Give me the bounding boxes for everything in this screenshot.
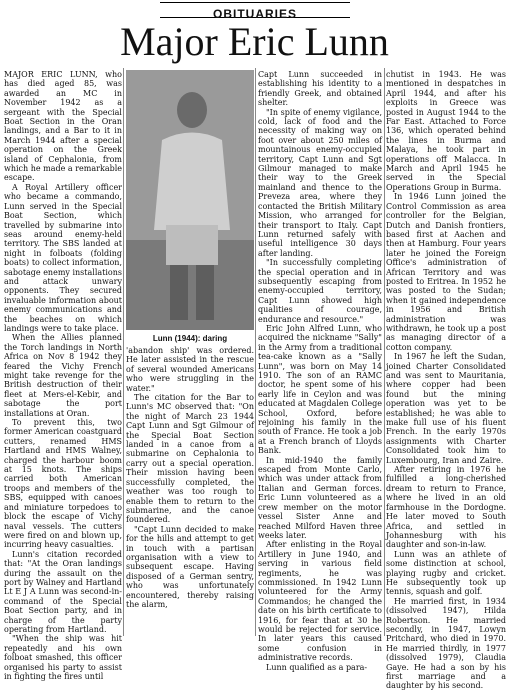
paragraph: He married first, in 1934 (dissolved 1947), Hilda Robertson. He married secondly, in 1947, Lowyn Pritchard, who died in 1970. He married thirdly, in 1977 (dissolved 1979), Claudia Gaye. He had a son by his first marriage and a daughter by his second. [386,596,506,691]
paragraph: The citation for the Bar to Lunn's MC observed that: "On the night of March 23 1944 Capt Lunn and Sgt Gilmour of the Special Boat Section landed in a canoe from a submarine on Cephalonia to carry out a special operation. Their mission having been successfully completed, the weather was too rough to enable them to return to the submarine, and the canoe foundered. [126,393,254,525]
paragraph: After enlisting in the Royal Artillery in June 1940, and serving in various field regiments, he was commissioned. In 1942 Lunn volunteered for the Army Commandos; he changed the date on his birth certificate to 1916, for fear that at 30 he would be rejected for service. In later years this caused some confusion in administrative records. [258,540,382,663]
paragraph: "When the ship was hit repeatedly and his own folboat smashed, this officer organised his party to assist in fighting the fires until [4,634,122,681]
portrait-image [126,70,254,330]
paragraph: To prevent this, two former American coastguard cutters, renamed HMS Hartland and HMS Walney, charged the harbour boom at 15 knots. The ships carried both American troops and members of the SBS, equipped with canoes and miniature torpedoes to block the escape of Vichy naval vessels. The cutters were fired on and blown up, incurring heavy casualties. [4,418,122,550]
paragraph: "Capt Lunn decided to make for the hills and attempt to get in touch with a partisan organisation with a view to subsequent escape. Having disposed of a German sentry, who was unfortunately encountered, thereby raising the alarm, [126,524,254,609]
column-rule [384,68,385,636]
paragraph: "In spite of enemy vigilance, cold, lack of food and the necessity of making way on foot over about 250 miles of mountainous enemy-occupied territory, Capt Lunn and Sgt Gilmour managed to make their way to the Greek mainland and thence to the Preveza area, where they contacted the British Military Mission, who arranged for their transport to Italy. Capt Lunn returned safely with useful intelligence 30 days after landing. [258,107,382,258]
column-4 [386,70,506,691]
section-title: OBITUARIES [212,7,297,21]
section-header [160,2,350,21]
paragraph: Eric John Alfred Lunn, who acquired the nickname "Sally" in the Army from a traditional tea-cake known as a "Sally Lunn", was born on May 14 1910. The son of an RAMC doctor, he spent some of his early life in Ceylon and was educated at Magdalen College School, Oxford, before rejoining his family in the south of France. He took a job at a French branch of Lloyds Bank. [258,323,383,456]
paragraph: MAJOR ERIC LUNN, who has died aged 85, was awarded an MC in November 1942 as a sergeant with the Special Boat Section in the Oran landings, and a Bar to it in March 1944 after a special operation on the Greek island of Cephalonia, from which he made a remarkable escape. [4,70,122,183]
paragraph: In mid-1940 the family escaped from Monte Carlo, which was under attack from Italian and German forces. Eric Lunn volunteered as a crew member on the motor vessel Sister Anne and reached Milford Haven three weeks later. [258,455,382,540]
column-rule [123,68,124,636]
column-rule [255,68,256,636]
column-2 [126,346,254,636]
paragraph: Lunn was an athlete of some distinction at school, playing rugby and cricket. He subsequently took up tennis, squash and golf. [386,549,506,597]
headline: Major Eric Lunn [120,19,389,64]
paragraph: A Royal Artillery officer who became a commando, Lunn served in the Special Boat Section, which travelled by submarine into seas around enemy-held territory. The SBS landed at night in folboats (folding boats) to collect information, sabotage enemy installations and attack unwary opponents. They secured invaluable information about enemy communications and the beaches on which landings were to take place. [4,182,122,333]
column-3 [258,70,383,672]
paragraph: In 1946 Lunn joined the Control Commission as area controller for the Belgian, Dutch and Danish frontiers, based first at Aachen and then at Hamburg. Four years later he joined the Foreign Office's administration of African Territory and was posted to Eritrea. In 1952 he was posted to the Sudan; when it gained independence in 1956 and British administration was withdrawn, he took up a post as managing director of a cotton company. [386,192,506,352]
paragraph: chutist in 1943. He was mentioned in despatches in April 1944, and after his exploits in Greece was posted in August 1944 to the Far East. Attached to Force 136, which operated behind the lines in Burma and Malaya, he took part in operations off Malacca. In March and April 1945 he served in the Special Operations Group in Burma. [386,70,506,192]
paragraph: "In successfully completing the special operation and in subsequently escaping from enemy-occupied territory, Capt Lunn showed high qualities of courage, endurance and resource." [258,258,382,324]
paragraph: In 1967 he left the Sudan, joined Charter Consolidated and was sent to Mauritania, where copper had been found but the mining operation was yet to be established; he was able to make full use of his fluent French. In the early 1970s assignments with Charter Consolidated took him to Luxembourg, Iran and Zaire. [386,352,506,465]
photo-caption: Lunn (1944): daring [152,334,228,343]
paragraph: After retiring in 1976 he fulfilled a long-cherished dream to return to France, where he lived in an old farmhouse in the Dordogne. He later moved to South Africa, and settled in Johannesburg with his daughter and son-in-law. [386,465,506,550]
paragraph: Lunn's citation recorded that: "At the Oran landings during the assault on the port by Walney and Hartland Lt E J A Lunn was second-in-command of the Special Boat Section party, and in charge of the party operating from Hartland. [4,549,122,634]
paragraph: Lunn qualified as a para- [266,662,368,672]
column-1 [4,70,122,681]
paragraph: 'abandon ship' was ordered. He later assisted in the rescue of several wounded Americans who were struggling in the water." [126,346,254,393]
paragraph: When the Allies planned the Torch landings in North Africa on Nov 8 1942 they feared the Vichy French might take revenge for the British destruction of their fleet at Mers-el-Kebir, and sabotage the port installations at Oran. [4,333,122,418]
paragraph: Capt Lunn succeeded in establishing his identity to a friendly Greek, and obtained shelter. [258,70,382,108]
portrait-photo [126,70,254,330]
